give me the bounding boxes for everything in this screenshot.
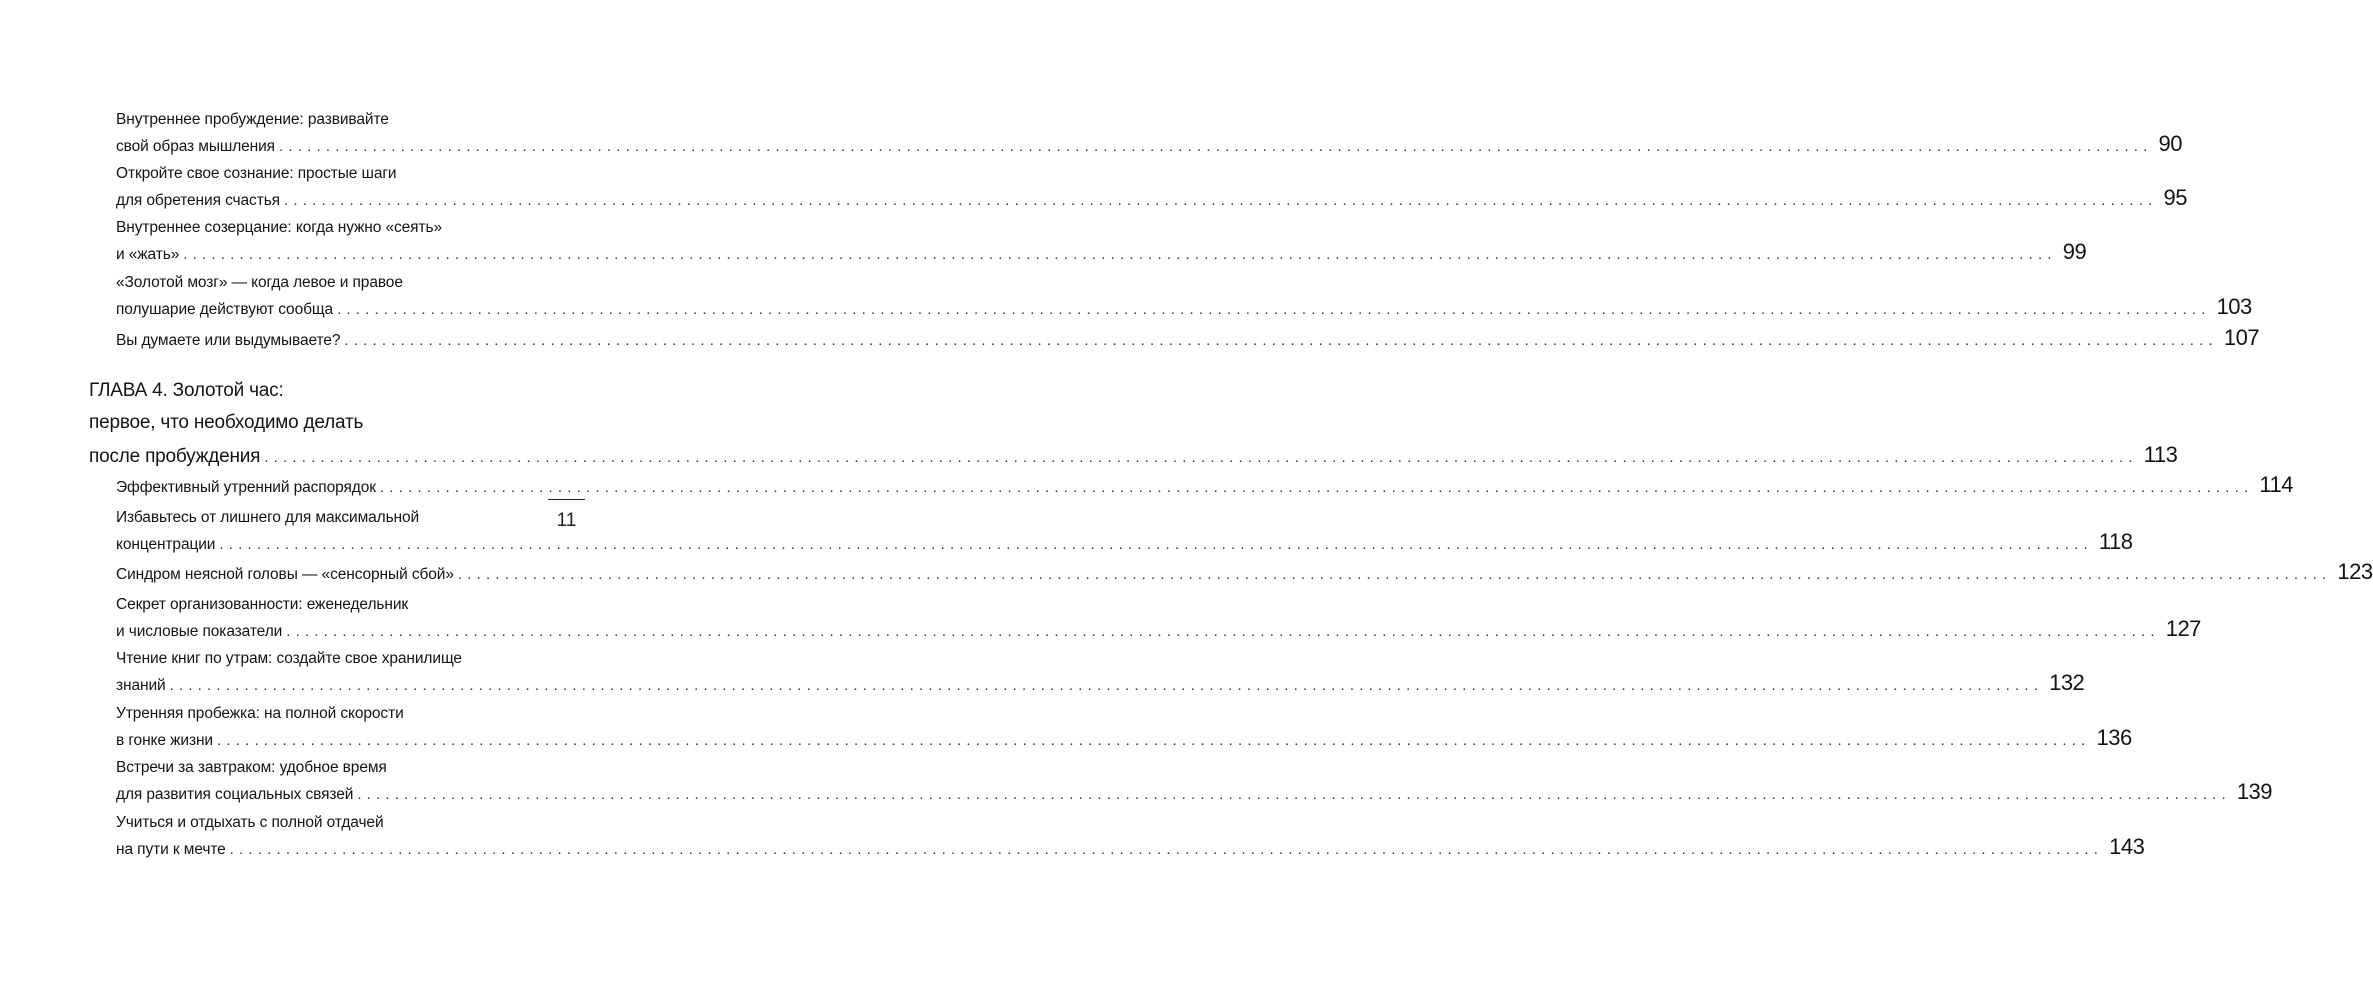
dot-leader: ........................................................................................................................................................................................................ xyxy=(286,623,2160,640)
toc-entry-text: и «жать» xyxy=(116,243,183,267)
toc-page-number: 95 xyxy=(2157,186,2186,210)
toc-entry-text: на пути к мечте xyxy=(116,838,230,862)
toc-page-number: 143 xyxy=(2103,835,2144,859)
toc-entry xyxy=(116,162,2187,210)
chapter-title-line: после пробуждения xyxy=(89,442,264,471)
toc-entry-text: Внутреннее пробуждение: развивайте xyxy=(116,111,393,128)
toc-entry-text: для развития социальных связей xyxy=(116,783,357,807)
toc-page-number: 107 xyxy=(2218,326,2259,350)
toc-entry-text: Синдром неясной головы — «сенсорный сбой» xyxy=(116,563,458,587)
toc-page-number: 123 xyxy=(2331,560,2372,584)
toc-entry-text: Внутреннее созерцание: когда нужно «сеять» xyxy=(116,219,446,236)
toc-page-number: 118 xyxy=(2093,530,2133,554)
toc-page-number: 114 xyxy=(2253,473,2293,497)
dot-leader: ........................................................................................................................................................................................................ xyxy=(278,138,2153,155)
dot-leader: ........................................................................................................................................................................................................ xyxy=(357,786,2231,803)
dot-leader: ........................................................................................................................................................................................................ xyxy=(169,677,2044,694)
toc-page-number: 136 xyxy=(2090,726,2131,750)
toc-entry xyxy=(116,702,2132,750)
dot-leader: ........................................................................................................................................................................................................ xyxy=(219,536,2093,553)
chapter-title-line: ГЛАВА 4. Золотой час: xyxy=(89,380,288,401)
toc-entry xyxy=(116,647,2085,695)
dot-leader: ........................................................................................................................................................................................................ xyxy=(337,301,2211,318)
toc-entry-text: для обретения счастья xyxy=(116,189,284,213)
toc-entry xyxy=(116,559,2373,584)
toc-entry-text: Эффективный утренний распорядок xyxy=(116,476,380,500)
toc-page-number: 90 xyxy=(2152,132,2181,156)
toc-entry xyxy=(116,472,2293,497)
toc-page-number: 132 xyxy=(2043,671,2084,695)
toc-entry-text: Откройте свое сознание: простые шаги xyxy=(116,165,400,182)
toc-page-number: 127 xyxy=(2160,617,2201,641)
toc-page-number: 139 xyxy=(2231,780,2272,804)
toc-entry-text: Утренняя пробежка: на полной скорости xyxy=(116,705,408,722)
toc-entry-text: в гонке жизни xyxy=(116,729,217,753)
dot-leader: ........................................................................................................................................................................................................ xyxy=(229,841,2104,858)
toc-entry xyxy=(116,108,2182,156)
dot-leader: ........................................................................................................................................................................................................ xyxy=(457,566,2332,583)
toc-entry-text: полушарие действуют сообща xyxy=(116,298,337,322)
dot-leader: ........................................................................................................................................................................................................ xyxy=(283,192,2158,209)
chapter-title-line: первое, что необходимо делать xyxy=(89,412,367,433)
toc-page-number: 99 xyxy=(2057,240,2086,264)
toc-entry xyxy=(116,756,2273,804)
toc-entry-text: Учиться и отдыхать с полной отдачей xyxy=(116,814,388,831)
toc-entry-text: Встречи за завтраком: удобное время xyxy=(116,759,391,776)
toc-entry-text: Чтение книг по утрам: создайте свое хранилище xyxy=(116,650,466,667)
toc-entry-text: Избавьтесь от лишнего для максимальной xyxy=(116,509,423,526)
toc-entry-text: знаний xyxy=(116,674,170,698)
folio-rule xyxy=(548,499,585,500)
toc-entry-text: Секрет организованности: еженедельник xyxy=(116,596,412,613)
toc-entry xyxy=(116,325,2260,350)
toc-entry xyxy=(116,271,2252,319)
toc-entry xyxy=(116,593,2201,641)
dot-leader: ........................................................................................................................................................................................................ xyxy=(183,246,2057,263)
dot-leader: ........................................................................................................................................................................................................ xyxy=(344,332,2218,349)
toc-entry-text: свой образ мышления xyxy=(116,135,279,159)
toc-entry-text: концентрации xyxy=(116,533,219,557)
toc-page-number: 103 xyxy=(2211,295,2252,319)
toc-entry-text: «Золотой мозг» — когда левое и правое xyxy=(116,274,407,291)
toc-entry-text: Вы думаете или выдумываете? xyxy=(116,329,344,353)
dot-leader: ........................................................................................................................................................................................................ xyxy=(216,732,2091,749)
toc-entry xyxy=(116,216,2087,264)
toc-chapter-heading xyxy=(89,376,2178,469)
toc-entry-text: и числовые показатели xyxy=(116,620,286,644)
dot-leader: ........................................................................................................................................................................................................ xyxy=(379,479,2254,496)
dot-leader: ........................................................................................................................................................................................................ xyxy=(264,449,2138,466)
page-number: 11 xyxy=(556,510,577,531)
toc-entry xyxy=(116,811,2145,859)
toc-entry xyxy=(116,506,2133,554)
toc-page-number: 113 xyxy=(2138,440,2178,469)
